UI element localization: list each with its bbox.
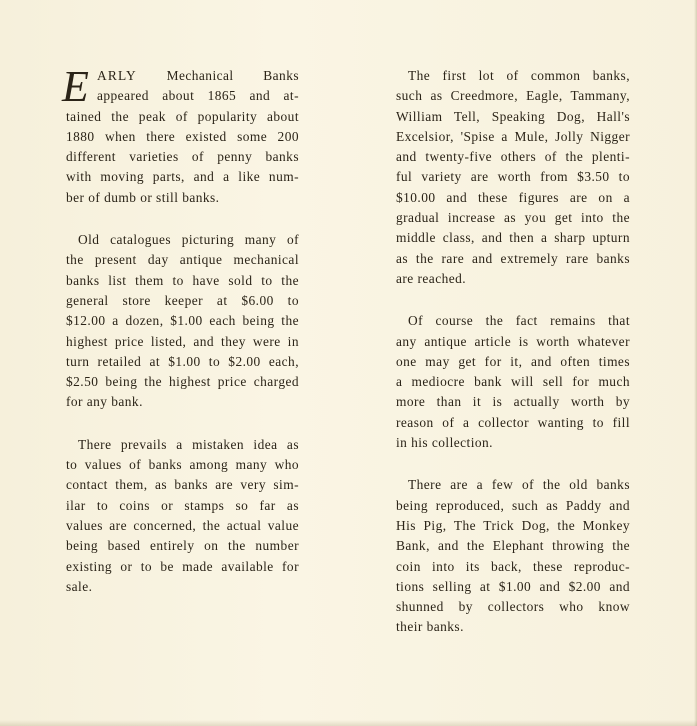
left-text-column [62, 62, 299, 619]
text-line: Bank, and the Elephant throwing the [396, 538, 630, 554]
text-line: their banks. [396, 619, 464, 635]
paragraph-catalogues [66, 230, 299, 413]
text-line: tions selling at $1.00 and $2.00 and [396, 578, 630, 594]
right-text-column [396, 66, 630, 660]
text-line: $12.00 a dozen, $1.00 each being the [66, 313, 299, 329]
text-line: to values of banks among many who [66, 457, 299, 473]
text-line: are reached. [396, 270, 467, 286]
text-line: being based entirely on the number [66, 538, 299, 554]
text-line: Of course the fact remains that [408, 313, 630, 329]
text-line: shunned by collectors who know [396, 599, 630, 615]
paragraph-mistaken-idea [66, 435, 299, 597]
text-line: There prevails a mistaken idea as [78, 436, 299, 452]
text-line: such as Creedmore, Eagle, Tammany, [396, 88, 630, 104]
text-line: William Tell, Speaking Dog, Hall's [396, 108, 630, 124]
text-line: contact them, as banks are very sim- [66, 477, 299, 493]
text-line: There are a few of the old banks [408, 477, 630, 493]
paragraph-intro [62, 62, 299, 208]
text-line: as the rare and extremely rare banks [396, 250, 630, 266]
text-line: $2.50 being the highest price charged [66, 374, 299, 390]
text-line-rest: Mechanical Banks [166, 68, 299, 83]
text-line: turn retailed at $1.00 to $2.00 each, [66, 353, 299, 369]
text-line: different varieties of penny banks [66, 149, 299, 165]
text-line: existing or to be made available for [66, 558, 299, 574]
text-line: sale. [66, 578, 93, 594]
text-line: any antique article is worth whatever [396, 333, 630, 349]
text-line: values are concerned, the actual value [66, 517, 299, 533]
text-line: His Pig, The Trick Dog, the Monkey [396, 517, 630, 533]
text-line: with moving parts, and a like num- [66, 169, 299, 185]
text-line: ilar to coins or stamps so far as [66, 497, 299, 513]
drop-cap-letter: E [62, 62, 90, 111]
paragraph-antique-worth [396, 311, 630, 453]
text-line: ful variety are worth from $3.50 to [396, 169, 630, 185]
text-line: 1880 when there existed some 200 [66, 128, 299, 144]
text-line: a mediocre bank will sell for much [396, 374, 630, 390]
text-line: ber of dumb or still banks. [66, 189, 220, 205]
text-line: general store keeper at $6.00 to [66, 292, 299, 308]
text-line: banks list them to have sold to the [66, 272, 299, 288]
text-line: Old catalogues picturing many of [78, 232, 299, 248]
paragraph-reproductions [396, 475, 630, 637]
text-line: Excelsior, 'Spise a Mule, Jolly Nigger [396, 128, 630, 144]
text-line: The first lot of common banks, [408, 68, 630, 83]
text-line: middle class, and then a sharp upturn [396, 230, 630, 246]
paragraph-common-banks [396, 66, 630, 289]
text-line [66, 66, 299, 86]
text-line: $10.00 and these figures are on a [396, 189, 630, 205]
text-line: highest price listed, and they were in [66, 333, 299, 349]
text-line: gradual increase as you get into the [396, 210, 630, 226]
text-line: in his collection. [396, 435, 493, 451]
text-line: more than it is actually worth by [396, 394, 630, 410]
text-line: tained the peak of popularity about [66, 108, 299, 124]
text-line: and twenty-five others of the plenti- [396, 149, 630, 165]
text-line: for any bank. [66, 394, 143, 410]
text-line: the present day antique mechanical [66, 252, 299, 268]
page-bottom-shadow [0, 720, 697, 726]
lead-word: ARLY [97, 68, 137, 83]
text-line: one may get for it, and often times [396, 353, 630, 369]
text-line: being reproduced, such as Paddy and [396, 497, 630, 513]
text-line: coin into its back, these reproduc- [396, 558, 630, 574]
text-line: reason of a collector wanting to fill [396, 414, 630, 430]
text-line: appeared about 1865 and at- [97, 88, 299, 104]
